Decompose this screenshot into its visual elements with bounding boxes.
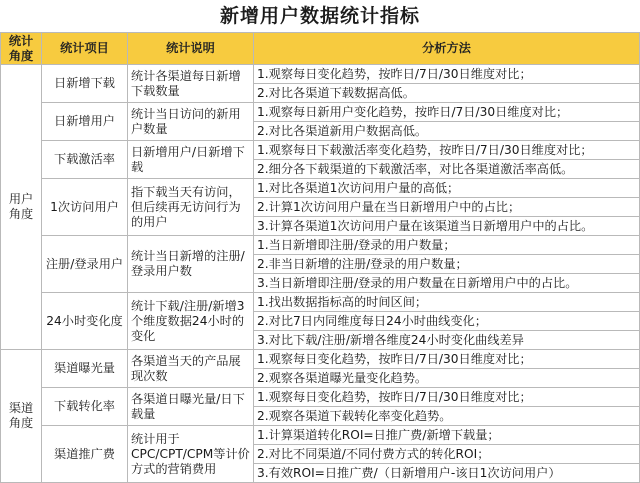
desc-cell: 统计下载/注册/新增3个维度数据24小时的变化: [128, 293, 254, 350]
desc-cell: 统计当日访问的新用户数量: [128, 103, 254, 141]
item-cell: 渠道曝光量: [42, 350, 128, 388]
item-cell: 下载激活率: [42, 141, 128, 179]
table-row: [1, 65, 640, 84]
item-cell: 下载转化率: [42, 388, 128, 426]
dimension-cell: 用户 角度: [1, 65, 42, 350]
item-cell: 渠道推广费: [42, 426, 128, 483]
method-cell: 2.对比不同渠道/不同付费方式的转化ROI；: [254, 445, 640, 464]
table-header-row: [1, 33, 640, 65]
method-cell: 2.观察各渠道曝光量变化趋势。: [254, 369, 640, 388]
method-cell: 2.对比各渠道下载数据高低。: [254, 84, 640, 103]
method-cell: 1.观察每日变化趋势，按昨日/7日/30日维度对比；: [254, 65, 640, 84]
header-desc: 统计说明: [128, 33, 254, 65]
table-row: [1, 350, 640, 369]
table-row: [1, 388, 640, 407]
table-row: [1, 293, 640, 312]
table-row: [1, 179, 640, 198]
table-body: [1, 65, 640, 483]
desc-cell: 统计各渠道每日新增下载数量: [128, 65, 254, 103]
method-cell: 2.计算1次访问用户量在当日新增用户中的占比；: [254, 198, 640, 217]
header-method: 分析方法: [254, 33, 640, 65]
method-cell: 2.对比各渠道新用户数据高低。: [254, 122, 640, 141]
table-row: [1, 141, 640, 160]
desc-cell: 统计用于CPC/CPT/CPM等计价方式的营销费用: [128, 426, 254, 483]
desc-cell: 日新增用户/日新增下载: [128, 141, 254, 179]
method-cell: 1.观察每日变化趋势，按昨日/7日/30日维度对比；: [254, 350, 640, 369]
header-dimension: 统计 角度: [1, 33, 42, 65]
header-item: 统计项目: [42, 33, 128, 65]
table-row: [1, 236, 640, 255]
method-cell: 2.观察各渠道下载转化率变化趋势。: [254, 407, 640, 426]
item-cell: 24小时变化度: [42, 293, 128, 350]
method-cell: 3.计算各渠道1次访问用户量在该渠道当日新增用户中的占比。: [254, 217, 640, 236]
method-cell: 3.对比下载/注册/新增各维度24小时变化曲线差异: [254, 331, 640, 350]
item-cell: 日新增用户: [42, 103, 128, 141]
desc-cell: 统计当日新增的注册/登录用户数: [128, 236, 254, 293]
item-cell: 1次访问用户: [42, 179, 128, 236]
desc-cell: 各渠道日曝光量/日下载量: [128, 388, 254, 426]
method-cell: 1.观察每日变化趋势，按昨日/7日/30日维度对比；: [254, 388, 640, 407]
method-cell: 2.非当日新增的注册/登录的用户数量；: [254, 255, 640, 274]
method-cell: 1.找出数据指标高的时间区间；: [254, 293, 640, 312]
metrics-table: [0, 32, 640, 483]
table-row: [1, 103, 640, 122]
method-cell: 2.细分各下载渠道的下载激活率，对比各渠道激活率高低。: [254, 160, 640, 179]
method-cell: 1.计算渠道转化ROI=日推广费/新增下载量；: [254, 426, 640, 445]
method-cell: 3.当日新增即注册/登录的用户数量在日新增用户中的占比。: [254, 274, 640, 293]
desc-cell: 各渠道当天的产品展现次数: [128, 350, 254, 388]
method-cell: 1.对比各渠道1次访问用户量的高低；: [254, 179, 640, 198]
desc-cell: 指下载当天有访问，但后续再无访问行为的用户: [128, 179, 254, 236]
method-cell: 1.观察每日下载激活率变化趋势，按昨日/7日/30日维度对比；: [254, 141, 640, 160]
item-cell: 注册/登录用户: [42, 236, 128, 293]
method-cell: 1.观察每日新用户变化趋势，按昨日/7日/30日维度对比；: [254, 103, 640, 122]
method-cell: 3.有效ROI=日推广费/（日新增用户-该日1次访问用户）: [254, 464, 640, 483]
method-cell: 1.当日新增即注册/登录的用户数量；: [254, 236, 640, 255]
method-cell: 2.对比7日内同维度每日24小时曲线变化；: [254, 312, 640, 331]
page-title: 新增用户数据统计指标: [219, 5, 420, 27]
dimension-cell: 渠道 角度: [1, 350, 42, 483]
table-row: [1, 426, 640, 445]
item-cell: 日新增下载: [42, 65, 128, 103]
